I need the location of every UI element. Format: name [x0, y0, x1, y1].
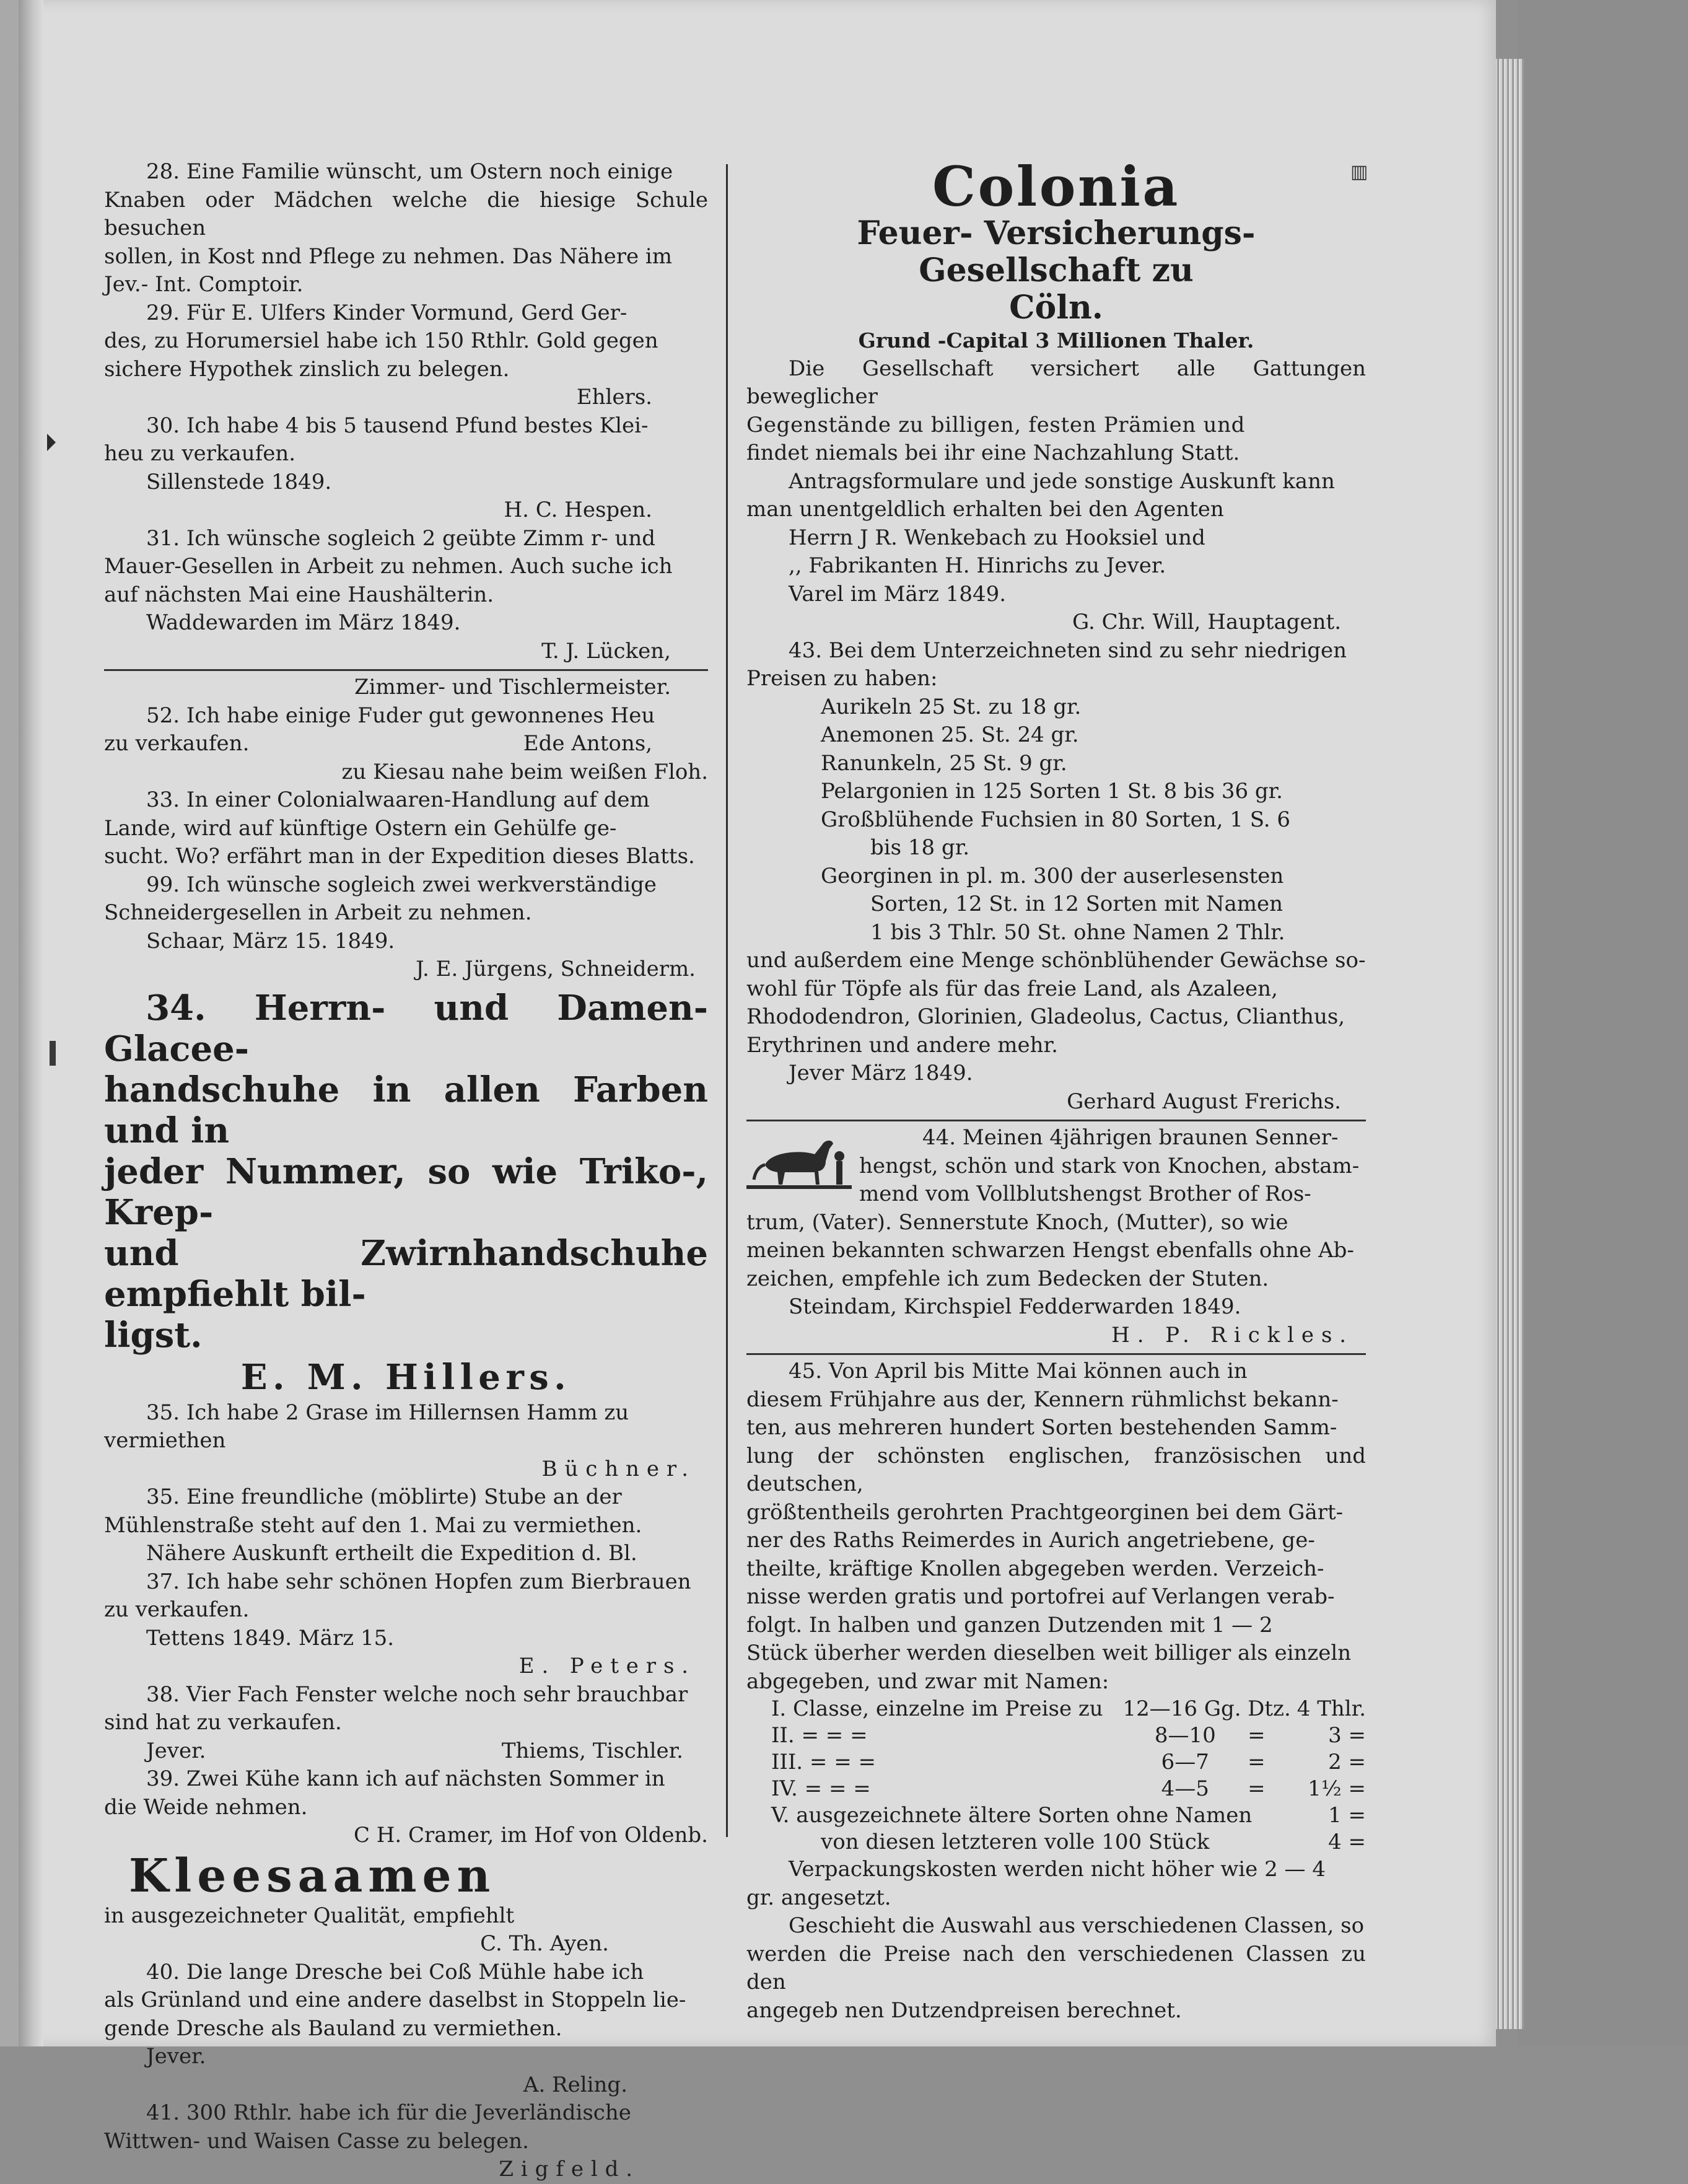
ad-35-signature: Büchner. [541, 1456, 696, 1481]
ad-34-line: ligst. [104, 1314, 203, 1356]
colonia-heading: Colonia [932, 154, 1180, 219]
final-line: angegeb nen Dutzendpreisen berechnet. [746, 1998, 1182, 2023]
ad-33-line: Lande, wird auf künftige Ostern ein Gehülfe ge- [104, 815, 617, 841]
ad-37-line: 37. Ich habe sehr schönen Hopfen zum Bierbrauen [146, 1569, 691, 1594]
ad-52-line: zu verkaufen. [104, 731, 250, 756]
ad-33-line: sucht. Wo? erfährt man in der Expedition dieses Blatts. [104, 844, 695, 869]
right-column [746, 154, 1368, 2025]
ad-43-item-cont: 1 bis 3 Thlr. 50 St. ohne Namen 2 Thlr. [870, 919, 1285, 945]
ad-44-line: hengst, schön und stark von Knochen, abstam- [859, 1153, 1360, 1178]
colonia-signature: G. Chr. Will, Hauptagent. [1072, 610, 1341, 634]
ad-30 [104, 412, 708, 525]
ad-43-item: Georginen in pl. m. 300 der auserlesensten [821, 863, 1284, 888]
colonia-place: Varel im März 1849. [789, 581, 1007, 607]
price-table [746, 1696, 1366, 1856]
kleesaamen-signature: C. Th. Ayen. [480, 1931, 609, 1956]
ad-38-place: Jever. [146, 1738, 206, 1763]
ad-39-line: die Weide nehmen. [104, 1794, 308, 1820]
ad-45-line: Stück überher werden dieselben weit billiger als einzeln [746, 1641, 1352, 1665]
separator-rule [746, 1120, 1366, 1121]
ad-30-line: heu zu verkaufen. [104, 441, 296, 466]
ad-30-signature: H. C. Hespen. [504, 498, 652, 522]
ad-29 [104, 299, 708, 412]
ad-33 [104, 786, 708, 871]
ad-34-line: handschuhe in allen Farben und in [104, 1069, 708, 1151]
price-class: von diesen letzteren volle 100 Stück [821, 1830, 1210, 1854]
final-line: werden die Preise nach den verschiedenen Classen zu den [746, 1941, 1366, 1994]
ad-33-line: 33. In einer Colonialwaaren-Handlung auf dem [146, 787, 650, 812]
scan-background-right [1518, 0, 1688, 2046]
ad-44-line: trum, (Vater). Sennerstute Knoch, (Mutter), so wie [746, 1209, 1288, 1235]
packaging-line: Verpackungskosten werden nicht höher wie 2 — 4 [789, 1857, 1326, 1882]
ad-99-signature: J. E. Jürgens, Schneiderm. [416, 957, 696, 981]
ad-35-line: vermiethen [104, 1428, 226, 1453]
ad-kleesaamen [104, 1850, 708, 1958]
ad-40-line: 40. Die lange Dresche bei Coß Mühle habe ich [146, 1959, 644, 1984]
ad-29-line: 29. Für E. Ulfers Kinder Vormund, Gerd Ger- [146, 300, 628, 325]
colonia-line: Antragsformulare und jede sonstige Auskunft kann [789, 468, 1335, 494]
ad-colonia [746, 154, 1366, 637]
ad-41-signature: Zigfeld. [499, 2157, 640, 2182]
ad-43-item: Aurikeln 25 St. zu 18 gr. [821, 694, 1082, 719]
price-row [746, 1722, 1366, 1749]
ad-99 [104, 871, 708, 984]
price-row [746, 1776, 1366, 1802]
ad-43 [746, 637, 1366, 1116]
colonia-line: Die Gesellschaft versichert alle Gattungen beweglicher [746, 356, 1366, 409]
kleesaamen-heading: Kleesaamen [129, 1849, 496, 1903]
ad-44-line: meinen bekannten schwarzen Hengst ebenfalls ohne Ab- [746, 1238, 1354, 1263]
ad-35 [104, 1399, 708, 1484]
ad-40-line: gende Dresche als Bauland zu vermiethen. [104, 2015, 562, 2041]
ad-45-line: ten, aus mehreren hundert Sorten bestehenden Samm- [746, 1415, 1337, 1440]
separator-rule [746, 1353, 1366, 1355]
ad-44-line: 44. Meinen 4jährigen braunen Senner- [922, 1125, 1339, 1150]
ad-45-line: folgt. In halben und ganzen Dutzenden mit 1 — 2 [746, 1612, 1273, 1638]
price-value: 4 Thlr. [1297, 1696, 1366, 1721]
ad-45-line: abgegeben, und zwar mit Namen: [746, 1669, 1109, 1694]
ad-35b [104, 1483, 708, 1568]
ad-35b-line: Mühlenstraße steht auf den 1. Mai zu vermiethen. [104, 1512, 642, 1538]
price-row [746, 1749, 1366, 1776]
ad-43-line: und außerdem eine Menge schönblühender Gewächse so- [746, 948, 1366, 973]
packaging-line: gr. angesetzt. [746, 1885, 891, 1910]
price-value: 2 = [1328, 1750, 1366, 1774]
ad-99-place: Schaar, März 15. 1849. [146, 928, 395, 954]
colonia-line: Herrn J R. Wenkebach zu Hooksiel und [789, 525, 1205, 550]
price-range: 8—10 [1154, 1723, 1216, 1748]
price-unit: Dtz. [1248, 1696, 1291, 1721]
price-class: II. = = = [771, 1723, 868, 1748]
ad-40-line: als Grünland und eine andere daselbst in Stoppeln lie- [104, 1988, 686, 2012]
ad-43-signature: Gerhard August Frerichs. [1067, 1089, 1341, 1114]
ad-30-place: Sillenstede 1849. [146, 469, 332, 494]
price-range: 6—7 [1161, 1750, 1209, 1774]
price-unit: = [1248, 1723, 1266, 1748]
ad-31-line: 31. Ich wünsche sogleich 2 geübte Zimm r- und [146, 525, 656, 551]
ad-52-signature-place: zu Kiesau nahe beim weißen Floh. [341, 759, 708, 784]
ad-43-item: Anemonen 25. St. 24 gr. [821, 722, 1079, 747]
ad-38-signature: Thiems, Tischler. [501, 1738, 683, 1763]
price-row [746, 1802, 1366, 1829]
ad-39-signature: C H. Cramer, im Hof von Oldenb. [353, 1823, 708, 1848]
ad-43-place: Jever März 1849. [789, 1061, 973, 1085]
ad-37-signature: E. Peters. [518, 1654, 696, 1678]
ad-29-line: sichere Hypothek zinslich zu belegen. [104, 356, 510, 382]
ad-31-line: auf nächsten Mai eine Haushälterin. [104, 582, 494, 607]
ad-35b-line: Nähere Auskunft ertheilt die Expedition d. Bl. [146, 1541, 637, 1566]
ad-38 [104, 1681, 708, 1766]
price-value: 4 = [1328, 1830, 1366, 1854]
ad-45-line: theilte, kräftige Knollen abgegeben werden. Verzeich- [746, 1556, 1324, 1581]
ad-43-item-cont: Sorten, 12 St. in 12 Sorten mit Namen [870, 892, 1283, 916]
book-spine-shadow [19, 0, 43, 2046]
ad-28-line: sollen, in Kost nnd Pflege zu nehmen. Das Nähere im [104, 243, 673, 269]
ad-44-place: Steindam, Kirchspiel Fedderwarden 1849. [789, 1294, 1241, 1319]
colonia-line: man unentgeldlich erhalten bei den Agenten [746, 497, 1224, 522]
ad-34 [104, 988, 708, 1399]
ad-28 [104, 158, 708, 299]
ad-52-line: 52. Ich habe einige Fuder gut gewonnenes Heu [146, 703, 655, 728]
ad-39 [104, 1765, 708, 1850]
ad-44-line: zeichen, empfehle ich zum Bedecken der Stuten. [746, 1266, 1269, 1291]
ad-41-line: Wittwen- und Waisen Casse zu belegen. [104, 2128, 529, 2154]
colonia-line: ,, Fabrikanten H. Hinrichs zu Jever. [789, 553, 1166, 578]
ad-43-line: Preisen zu haben: [746, 666, 938, 691]
colonia-subtitle: Feuer- Versicherungs- Gesellschaft zu [857, 214, 1256, 289]
ad-44-line: mend vom Vollblutshengst Brother of Ros- [859, 1182, 1311, 1206]
ad-38-line: 38. Vier Fach Fenster welche noch sehr brauchbar [146, 1682, 688, 1707]
ad-45-line: größtentheils gerohrten Prachtgeorginen bei dem Gärt- [746, 1499, 1344, 1525]
ad-37-line: zu verkaufen. [104, 1597, 250, 1622]
ad-29-signature: Ehlers. [576, 385, 652, 410]
ad-45 [746, 1357, 1366, 2025]
ad-45-line: diesem Frühjahre aus der, Kennern rühmlichst bekann- [746, 1387, 1339, 1412]
ad-28-line: Knaben oder Mädchen welche die hiesige Schule besuchen [104, 187, 708, 240]
price-value: 1 = [1328, 1803, 1366, 1828]
price-value: 1½ = [1308, 1776, 1366, 1801]
ad-40-signature: A. Reling. [523, 2072, 628, 2097]
ad-34-line: 34. Herrn- und Damen- Glacee- [104, 987, 708, 1069]
price-class: I. Classe, einzelne im Preise zu [771, 1696, 1103, 1721]
ad-39-line: 39. Zwei Kühe kann ich auf nächsten Sommer in [146, 1766, 665, 1791]
price-value: 3 = [1328, 1723, 1366, 1748]
ad-30-line: 30. Ich habe 4 bis 5 tausend Pfund bestes Klei- [146, 413, 649, 438]
price-class: V. ausgezeichnete ältere Sorten ohne Namen [771, 1803, 1253, 1828]
price-range: 12—16 Gg. [1122, 1696, 1241, 1721]
print-mark-icon: ▥ [1350, 161, 1368, 183]
price-unit: = [1248, 1750, 1266, 1774]
ad-45-line: lung der schönsten englischen, französischen und deutschen, [746, 1443, 1366, 1496]
ad-43-line: Rhododendron, Glorinien, Gladeolus, Cactus, Clianthus, [746, 1004, 1345, 1029]
ad-37 [104, 1568, 708, 1681]
ad-29-line: des, zu Horumersiel habe ich 150 Rthlr. Gold gegen [104, 328, 658, 353]
ad-52-signature: Ede Antons, [523, 731, 652, 756]
price-range: 4—5 [1161, 1776, 1209, 1801]
ad-31-signature: T. J. Lücken, [541, 638, 671, 664]
ad-43-line: Erythrinen und andere mehr. [746, 1032, 1058, 1058]
ad-28-line: 28. Eine Familie wünscht, um Ostern noch einige [146, 159, 673, 184]
ad-28-line: Jev.- Int. Comptoir. [104, 272, 304, 297]
ad-45-line: 45. Von April bis Mitte Mai können auch in [789, 1359, 1248, 1384]
ad-43-item: Pelargonien in 125 Sorten 1 St. 8 bis 36 gr. [821, 779, 1283, 804]
column-divider [726, 164, 728, 1837]
ad-45-line: nisse werden gratis und portofrei auf Verlangen verab- [746, 1584, 1335, 1609]
ad-43-item-cont: bis 18 gr. [870, 835, 970, 860]
left-column [104, 158, 708, 2184]
scan-background-left [0, 0, 19, 2046]
price-row [746, 1829, 1366, 1856]
ad-34-line: und Zwirnhandschuhe empfiehlt bil- [104, 1232, 708, 1315]
colonia-city: Cöln. [1009, 289, 1103, 327]
ad-35-line: 35. Ich habe 2 Grase im Hillernsen Hamm zu [146, 1400, 629, 1425]
ad-34-signature: E. M. Hillers. [240, 1356, 572, 1398]
ad-44 [746, 1124, 1366, 1349]
ad-43-line: 43. Bei dem Unterzeichneten sind zu sehr niedrigen [789, 638, 1347, 663]
colonia-line: Gegenstände zu billigen, festen Prämien und [746, 412, 1246, 437]
ad-44-signature: H. P. Rickles. [1111, 1322, 1353, 1348]
ad-41 [104, 2099, 708, 2184]
separator-rule [104, 669, 708, 671]
kleesaamen-text: in ausgezeichneter Qualität, empfiehlt [104, 1903, 515, 1928]
ad-31-place: Waddewarden im März 1849. [146, 610, 461, 635]
ad-37-place: Tettens 1849. März 15. [146, 1625, 395, 1651]
final-line: Geschieht die Auswahl aus verschiedenen Classen, so [789, 1913, 1365, 1938]
colonia-capital: Grund -Capital 3 Millionen Thaler. [858, 328, 1254, 353]
ad-31-line: Mauer-Gesellen in Arbeit zu nehmen. Auch suche ich [104, 554, 673, 579]
ad-35b-line: 35. Eine freundliche (möblirte) Stube an der [146, 1485, 622, 1509]
ad-40-place: Jever. [146, 2044, 206, 2069]
ad-43-line: wohl für Töpfe als für das freie Land, als Azaleen, [746, 976, 1278, 1001]
ad-38-line: sind hat zu verkaufen. [104, 1710, 342, 1735]
ad-31-signature-title: Zimmer- und Tischlermeister. [354, 675, 671, 699]
ad-45-line: ner des Raths Reimerdes in Aurich angetriebene, ge- [746, 1528, 1315, 1553]
price-unit: = [1248, 1776, 1266, 1801]
ad-40 [104, 1958, 708, 2100]
ad-43-item: Großblühende Fuchsien in 80 Sorten, 1 S. 6 [821, 807, 1291, 832]
colonia-line: findet niemals bei ihr eine Nachzahlung Statt. [746, 441, 1240, 465]
ad-41-line: 41. 300 Rthlr. habe ich für die Jeverländische [146, 2100, 631, 2125]
price-class: IV. = = = [771, 1776, 871, 1801]
ad-99-line: Schneidergesellen in Arbeit zu nehmen. [104, 900, 532, 925]
ad-31 [104, 525, 708, 702]
ad-43-item: Ranunkeln, 25 St. 9 gr. [821, 750, 1067, 776]
ad-34-line: jeder Nummer, so wie Triko-, Krep- [104, 1151, 708, 1233]
price-class: III. = = = [771, 1750, 876, 1774]
margin-line-mark [50, 1041, 56, 1066]
price-row [746, 1696, 1366, 1722]
ad-52 [104, 702, 708, 787]
ad-99-line: 99. Ich wünsche sogleich zwei werkverständige [146, 872, 657, 897]
horse-icon [746, 1126, 852, 1195]
